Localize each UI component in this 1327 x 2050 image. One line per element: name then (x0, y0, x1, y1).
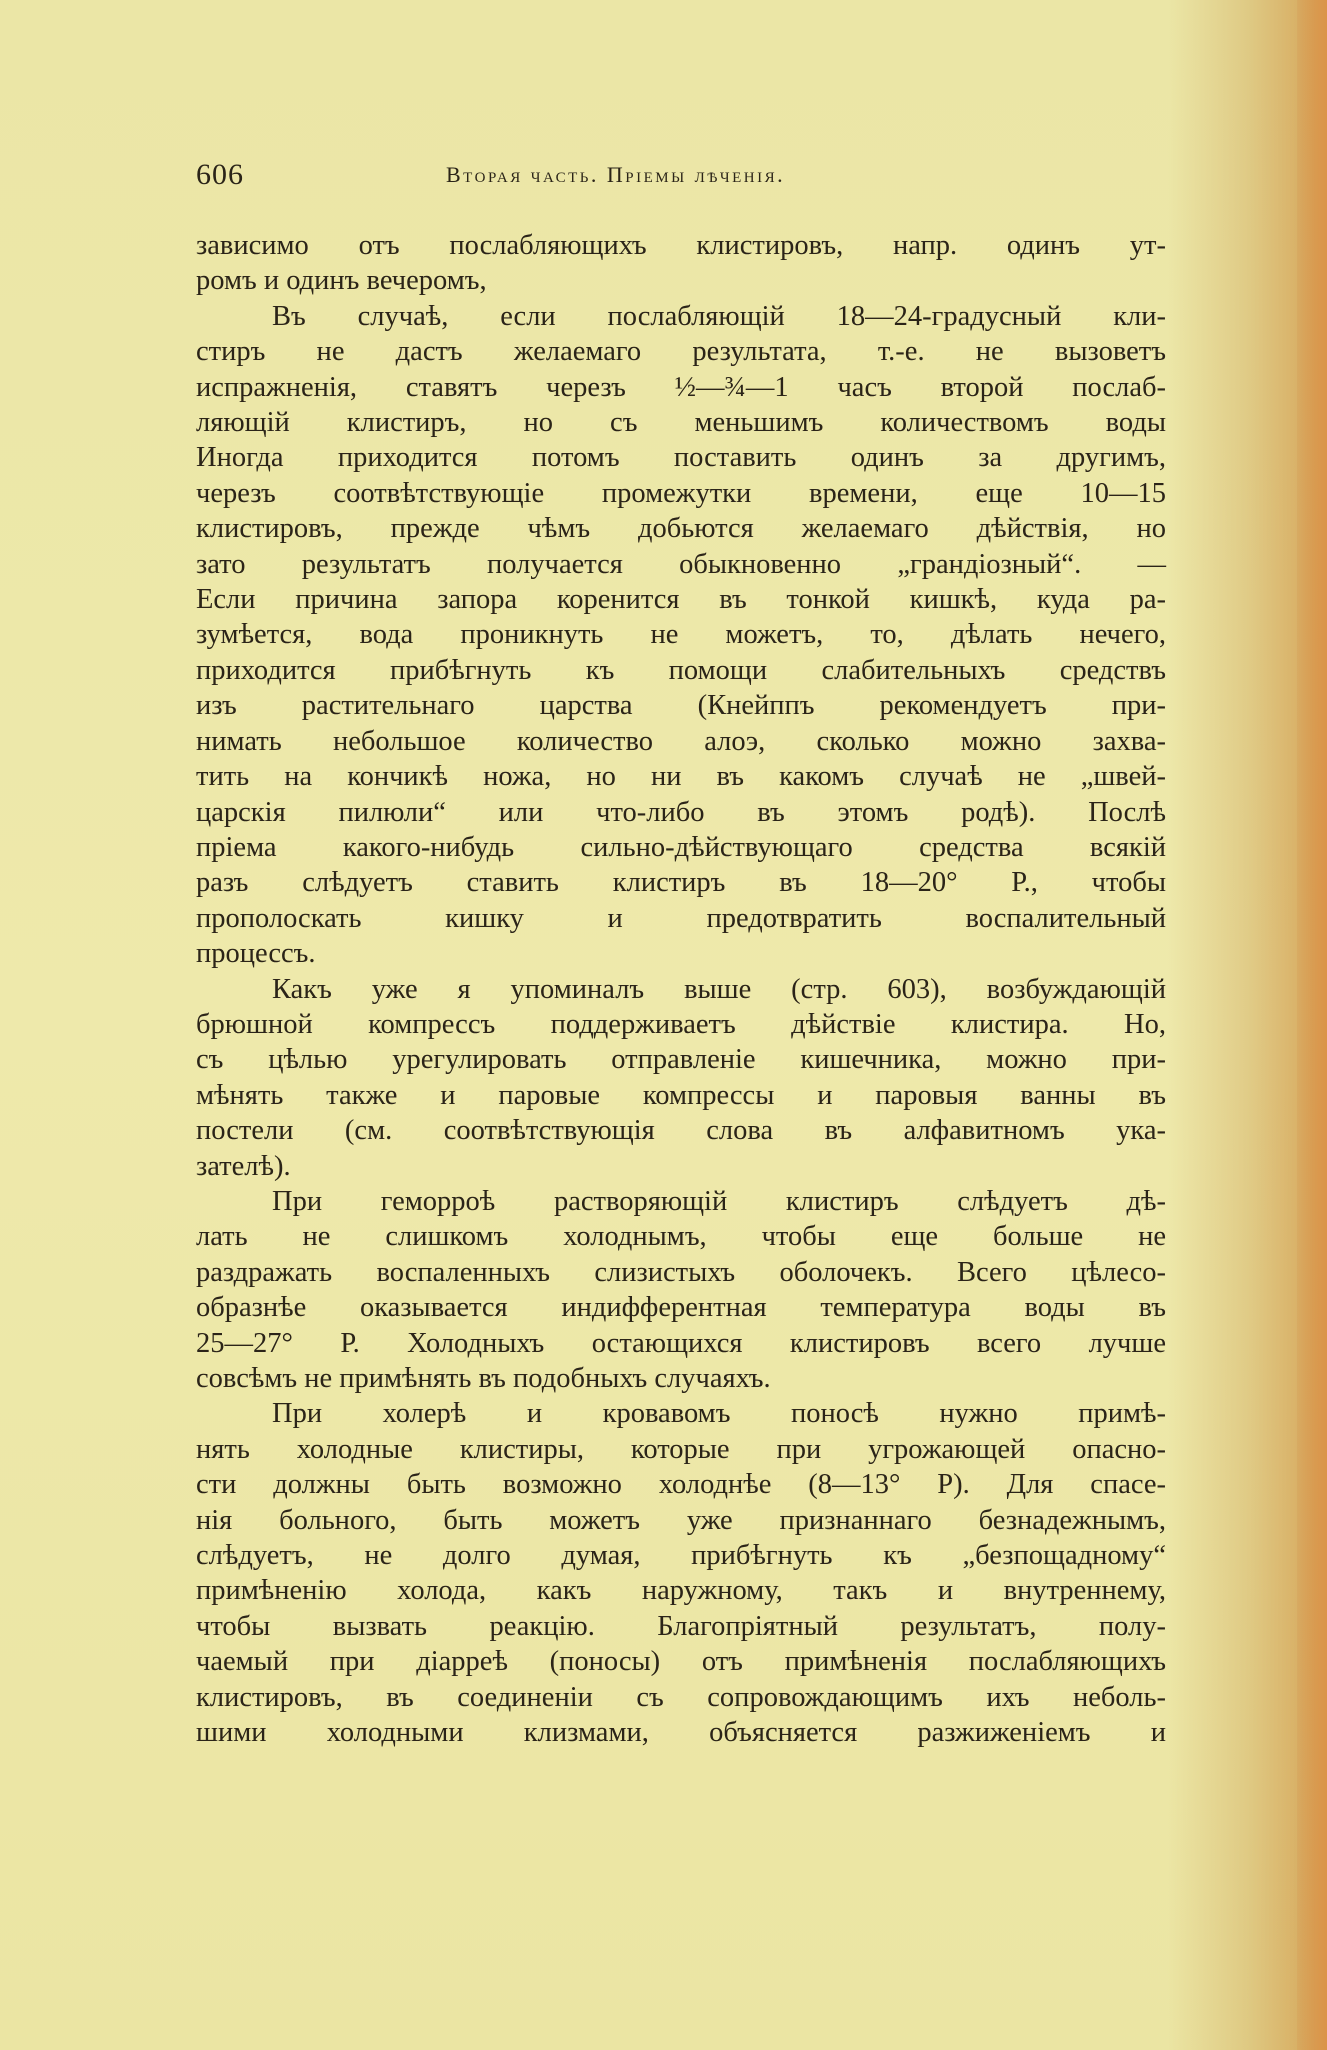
text-line: зато результатъ получается обыкновенно „грандіозный“. — (196, 548, 1166, 580)
text-line: постели (см. соотвѣтствующія слова въ алфавитномъ ука- (196, 1115, 1166, 1147)
text-line: ромъ и одинъ вечеромъ, (196, 265, 487, 297)
text-line: клистировъ, въ соединеніи съ сопровождающимъ ихъ неболь- (196, 1681, 1166, 1713)
text-line: ляющій клистиръ, но съ меньшимъ количествомъ воды (196, 407, 1166, 439)
text-line: 25—27° Р. Холодныхъ остающихся клистировъ всего лучше (196, 1327, 1166, 1359)
text-line: лать не слишкомъ холоднымъ, чтобы еще больше не (196, 1221, 1166, 1253)
text-line: пріема какого-нибудь сильно-дѣйствующаго средства всякій (196, 831, 1166, 863)
text-line: чаемый при діарреѣ (поносы) отъ примѣненія послабляющихъ (196, 1646, 1166, 1678)
text-line: нимать небольшое количество алоэ, сколько можно захва- (196, 725, 1166, 757)
text-line: изъ растительнаго царства (Кнейппъ рекомендуетъ при- (196, 690, 1166, 722)
text-line: прополоскать кишку и предотвратить воспалительный (196, 902, 1166, 934)
text-line: нія больного, быть можетъ уже признаннаго безнадежнымъ, (196, 1504, 1166, 1536)
text-line: При геморроѣ растворяющій клистиръ слѣдуетъ дѣ- (272, 1185, 1166, 1217)
text-line: мѣнять также и паровые компрессы и паровыя ванны въ (196, 1079, 1166, 1111)
text-line: испражненія, ставятъ черезъ ½—¾—1 часъ второй послаб- (196, 371, 1166, 403)
text-line: совсѣмъ не примѣнять въ подобныхъ случаяхъ. (196, 1363, 771, 1394)
text-line: шими холодными клизмами, объясняется разжиженіемъ и (196, 1717, 1166, 1749)
text-line: приходится прибѣгнуть къ помощи слабительныхъ средствъ (196, 654, 1166, 686)
text-line: съ цѣлью урегулировать отправленіе кишечника, можно при- (196, 1044, 1166, 1076)
text-line: чтобы вызвать реакцію. Благопріятный результатъ, полу- (196, 1610, 1166, 1642)
text-line: образнѣе оказывается индифферентная температура воды въ (196, 1292, 1166, 1324)
text-line: Какъ уже я упоминалъ выше (стр. 603), возбуждающій (272, 973, 1166, 1005)
page-number: 606 (196, 158, 244, 191)
text-line: разъ слѣдуетъ ставить клистиръ въ 18—20° Р., чтобы (196, 867, 1166, 899)
text-line: раздражать воспаленныхъ слизистыхъ оболочекъ. Всего цѣлесо- (196, 1256, 1166, 1288)
text-line: сти должны быть возможно холоднѣе (8—13° Р). Для спасе- (196, 1469, 1166, 1501)
text-line: царскія пилюли“ или что-либо въ этомъ родѣ). Послѣ (196, 796, 1166, 828)
text-line: примѣненію холода, какъ наружному, такъ и внутреннему, (196, 1575, 1166, 1607)
text-line: зависимо отъ послабляющихъ клистировъ, напр. одинъ ут- (196, 230, 1166, 261)
text-line: брюшной компрессъ поддерживаетъ дѣйствіе клистира. Но, (196, 1008, 1166, 1040)
text-line: процессъ. (196, 938, 316, 970)
text-line: зателѣ). (196, 1150, 291, 1182)
text-line: стиръ не дастъ желаемаго результата, т.-е. не вызоветъ (196, 336, 1166, 368)
body-text (196, 228, 1166, 1750)
text-line: Въ случаѣ, если послабляющій 18—24-градусный кли- (272, 300, 1166, 332)
page-header (196, 158, 1166, 198)
text-line: черезъ соотвѣтствующіе промежутки времени, еще 10—15 (196, 477, 1166, 509)
text-line: Если причина запора коренится въ тонкой кишкѣ, куда ра- (196, 584, 1166, 616)
text-line: зумѣется, вода проникнуть не можетъ, то, дѣлать нечего, (196, 619, 1166, 651)
text-line: нять холодные клистиры, которые при угрожающей опасно- (196, 1433, 1166, 1465)
running-head: Вторая часть. Пріемы лѣченія. (446, 162, 786, 187)
text-line: При холерѣ и кровавомъ поносѣ нужно примѣ- (272, 1398, 1166, 1430)
text-line: слѣдуетъ, не долго думая, прибѣгнуть къ „безпощадному“ (196, 1540, 1166, 1572)
text-line: клистировъ, прежде чѣмъ добьются желаемаго дѣйствія, но (196, 513, 1166, 545)
text-line: Иногда приходится потомъ поставить одинъ за другимъ, (196, 442, 1166, 474)
page-edge-shadow (1297, 0, 1327, 2050)
text-line: тить на кончикѣ ножа, но ни въ какомъ случаѣ не „швей- (196, 761, 1166, 793)
